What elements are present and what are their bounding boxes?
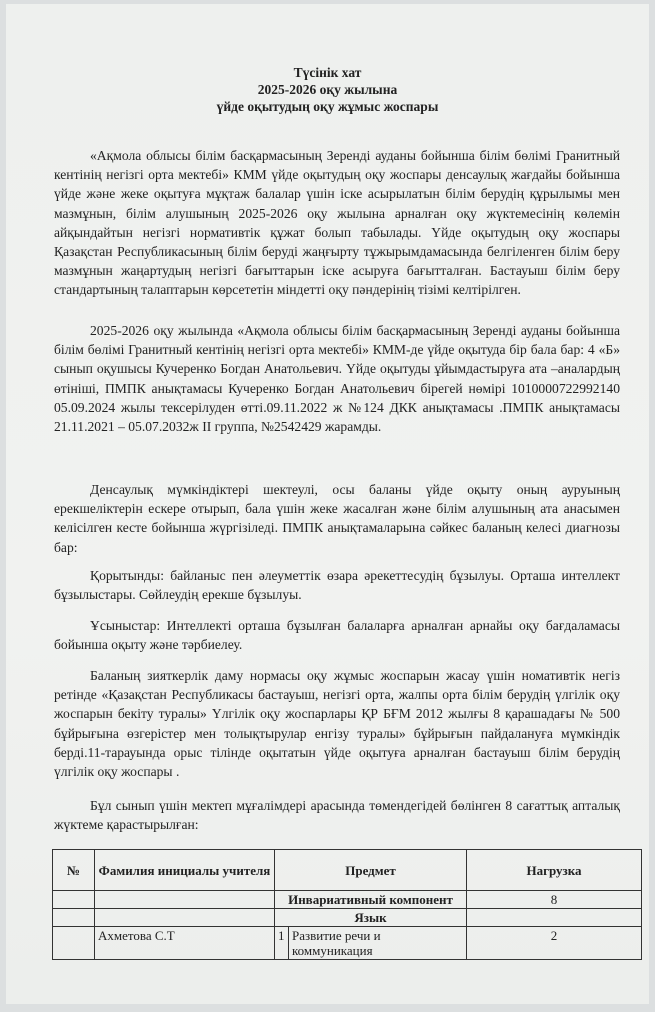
paragraph-intro: «Ақмола облысы білім басқармасының Зеренді ауданы бойынша білім бөлімі Гранитный кентінің негізгі орта мектебі» КММ үйде оқытудың оқу жоспары денсаулық жағдайы бойынша үйде және жеке оқытуға мұқтаж балалар үшін іске асырылатын білім берудің құрылымы мен мазмұнын, білім алушының 2025-2026 оқу жылына арналған оқу жүктемесінің көлемін айқындайтын негізгі нормативтік құжат болып табылады. Үйде оқытудың оқу жоспары Қазақстан Республикасының білім беруді жаңғырту тұжырымдамасында белгіленген білім беру мазмұнын жаңартудың негізгі бағыттарын іске асыруға бағытталған. Бастауыш білім беру стандартының талаптарын көрсететін міндетті оқу пәндерінің тізімі келтірілген. [54,148,620,298]
document-page [6,4,649,1004]
row-teacher: Ахметова С.Т [95,927,275,960]
row-number [53,927,95,960]
col-subject-header: Предмет [275,850,467,891]
paragraph-workload: Бұл сынып үшін мектеп мұғалімдері арасында төмендегідей бөлінген 8 сағаттық апталық жүктеме қарастырылған: [54,798,620,833]
table-header-row [53,850,642,891]
section-label: Язык [275,909,467,927]
paragraph-conclusion: Қорытынды: байланыс пен әлеуметтік өзара әрекеттесудің бұзылуы. Орташа интеллект бұзылыстары. Сөйлеудің ерекше бұзылуы. [54,568,620,603]
document-year: 2025-2026 оқу жылына [257,82,398,97]
row-load: 2 [467,927,642,960]
col-load-header: Нагрузка [467,850,642,891]
table-row [53,927,642,960]
row-index: 1 [275,927,289,960]
table-row-invariant [53,891,642,909]
workload-table [52,849,642,960]
invariant-total: 8 [467,891,642,909]
paragraph-health: Денсаулық мүмкіндіктері шектеулі, осы баланы үйде оқыту оның ауруының ерекшеліктерін ескере отырып, бала үшін жеке жасалған және білім алушының ата анасымен келісілген кесте бойынша жүргізіледі. ПМПК анықтамаларына сәйкес баланың келесі диагнозы бар: [54,482,620,555]
col-number-header: № [53,850,95,891]
invariant-label: Инвариативный компонент [275,891,467,909]
table-row-section [53,909,642,927]
paragraph-basis: Баланың зияткерлік даму нормасы оқу жұмыс жоспарын жасау үшін номативтік негіз ретінде «Қазақстан Республикасы бастауыш, негізгі орта, жалпы орта білім берудің үлгілік оқу жоспарын бекіту туралы» Үлгілік оқу жоспарлары ҚР БҒМ 2012 жылғы 8 қарашадағы № 500 бұйрығына өзгерістер мен толықтырулар енгізу туралы» бұйрығын пайдалануға мүмкіндік берді.11-тарауында орыс тілінде оқытатын үйде оқытуға арналған бастауыш білім берудің үлгілік оқу жоспары . [54,668,620,780]
document-header [6,64,649,115]
paragraph-student: 2025-2026 оқу жылында «Ақмола облысы білім басқармасының Зеренді ауданы бойынша білім бөлімі Гранитный кентінің негізгі орта мектебі» КММ-де үйде оқытуда бір бала бар: 4 «Б» сынып оқушысы Кучеренко Богдан Анатольевич. Үйде оқытуды ұйымдастыруға ата –аналардың өтініші, ПМПК анықтамасы Кучеренко Богдан Анатольевич бірегей нөмірі 1010000722992140 05.09.2024 жылы тексерілуден өтті.09.11.2022 ж №124 ДКК анықтамасы .ПМПК анықтамасы 21.11.2021 – 05.07.2032ж II группа, №2542429 жарамды. [54,323,620,435]
document-subtitle: үйде оқытудың оқу жұмыс жоспары [216,99,439,114]
document-title: Түсінік хат [293,65,362,80]
paragraph-recommendation: Ұсыныстар: Интеллекті орташа бұзылған балаларға арналған арнайы оқу бағдаламасы бойынша оқыту және тәрбиелеу. [54,618,620,653]
col-teacher-header: Фамилия инициалы учителя [95,850,275,891]
row-subject: Развитие речи и коммуникация [289,927,467,960]
